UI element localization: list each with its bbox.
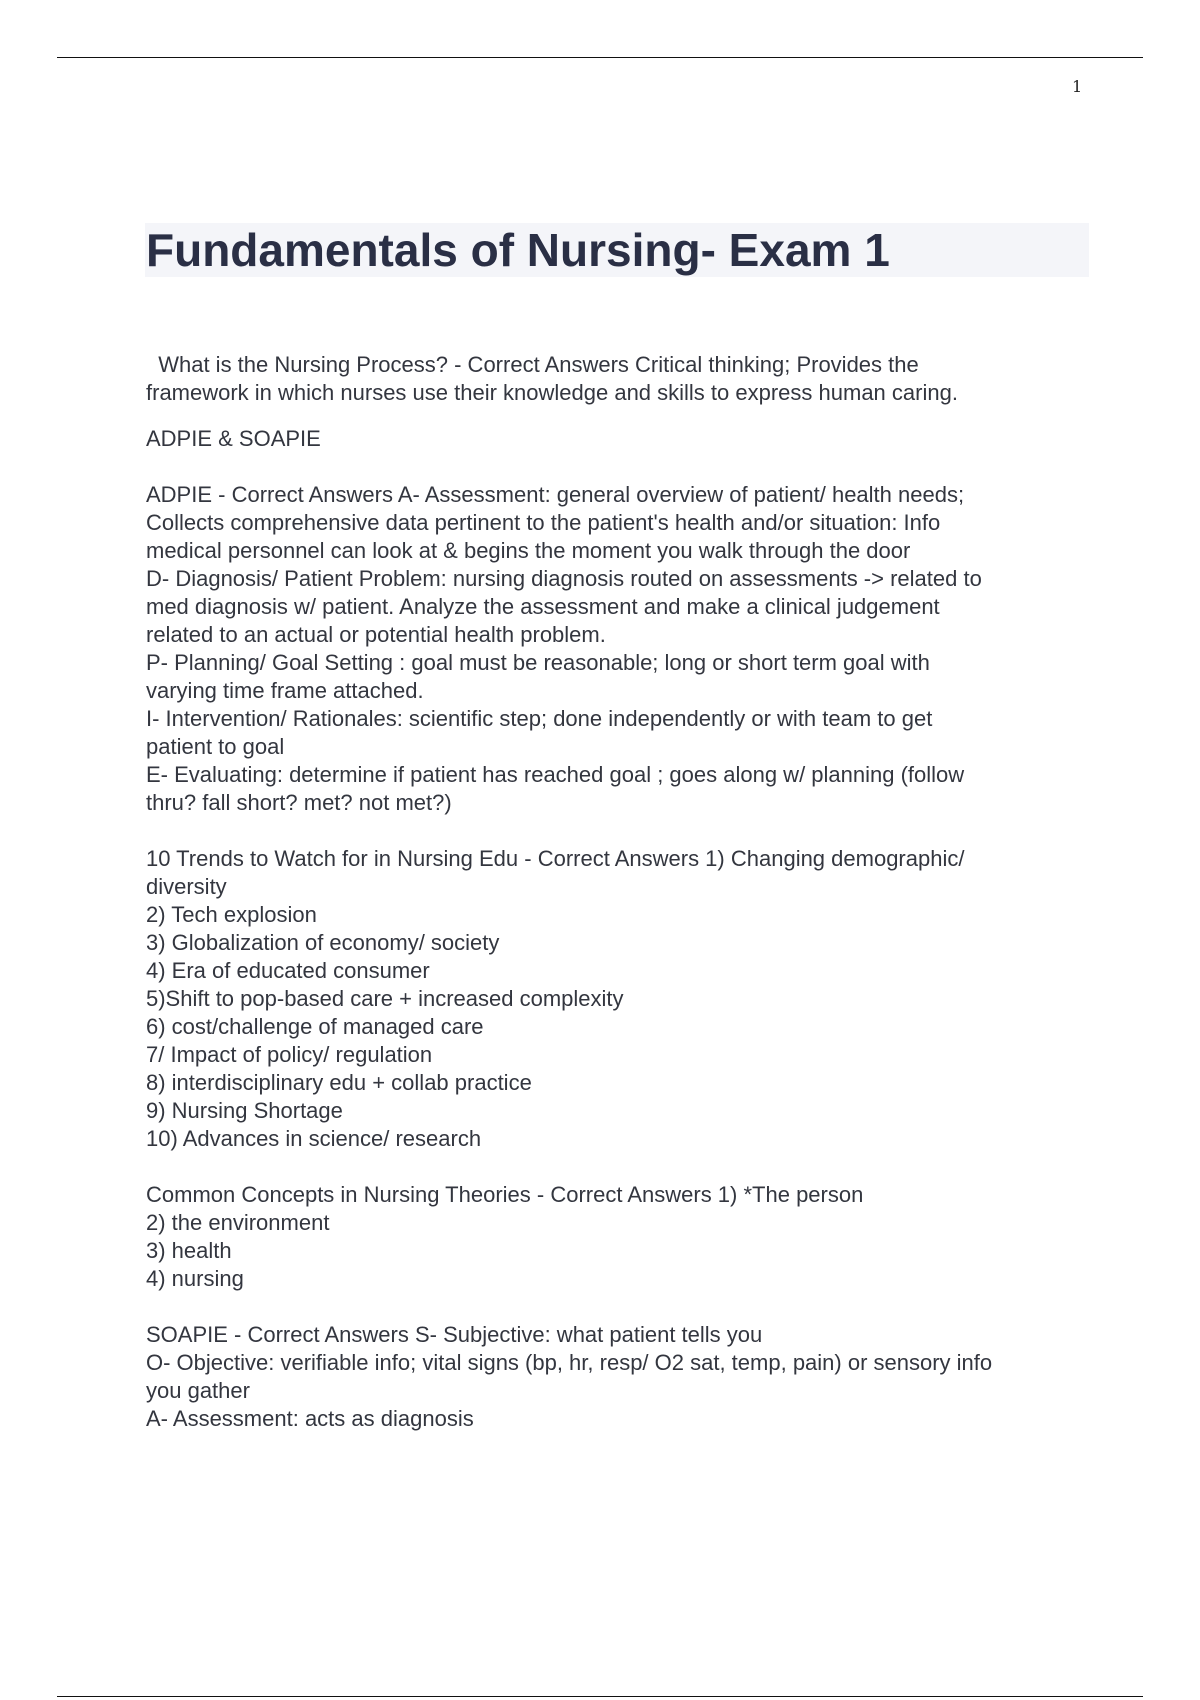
list-item: 6) cost/challenge of managed care: [146, 1014, 484, 1039]
list-item: 3) Globalization of economy/ society: [146, 930, 500, 955]
qa-adpie: [146, 481, 1106, 817]
text-line: medical personnel can look at & begins the moment you walk through the door: [146, 538, 911, 563]
text-line: P- Planning/ Goal Setting : goal must be reasonable; long or short term goal with: [146, 650, 930, 675]
qa-nursing-process: [146, 351, 1106, 407]
list-item: 4) nursing: [146, 1266, 244, 1291]
list-item: 2) Tech explosion: [146, 902, 317, 927]
header-rule: [57, 57, 1143, 58]
text-line: D- Diagnosis/ Patient Problem: nursing diagnosis routed on assessments -> related to: [146, 566, 982, 591]
text-line: I- Intervention/ Rationales: scientific step; done independently or with team to get: [146, 706, 933, 731]
text-line: O- Objective: verifiable info; vital signs (bp, hr, resp/ O2 sat, temp, pain) or sensory info: [146, 1350, 993, 1375]
page-title: Fundamentals of Nursing- Exam 1: [146, 224, 890, 276]
list-item: 5)Shift to pop-based care + increased complexity: [146, 986, 624, 1011]
qa-common-concepts: [146, 1181, 1106, 1293]
list-item: 10) Advances in science/ research: [146, 1126, 482, 1151]
text-line: Common Concepts in Nursing Theories - Correct Answers 1) *The person: [146, 1182, 864, 1207]
list-item: 3) health: [146, 1238, 232, 1263]
text-line: ADPIE - Correct Answers A- Assessment: general overview of patient/ health needs;: [146, 482, 965, 507]
text-line: What is the Nursing Process? - Correct Answers Critical thinking; Provides the: [146, 352, 919, 377]
page-number: 1: [1072, 77, 1083, 96]
text-line: ADPIE & SOAPIE: [146, 426, 321, 451]
document-body: [146, 351, 1106, 1433]
qa-soapie: [146, 1321, 1106, 1433]
text-line: E- Evaluating: determine if patient has reached goal ; goes along w/ planning (follow: [146, 762, 965, 787]
text-line: you gather: [146, 1378, 250, 1403]
section-heading-adpie-soapie: [146, 425, 1106, 453]
list-item: 8) interdisciplinary edu + collab practice: [146, 1070, 532, 1095]
text-line: Collects comprehensive data pertinent to the patient's health and/or situation: Info: [146, 510, 941, 535]
qa-nursing-edu-trends: [146, 845, 1106, 1153]
list-item: 2) the environment: [146, 1210, 330, 1235]
text-line: SOAPIE - Correct Answers S- Subjective: what patient tells you: [146, 1322, 763, 1347]
text-line: med diagnosis w/ patient. Analyze the assessment and make a clinical judgement: [146, 594, 940, 619]
footer-rule: [57, 1696, 1143, 1697]
text-line: framework in which nurses use their knowledge and skills to express human caring.: [146, 380, 958, 405]
list-item: 7/ Impact of policy/ regulation: [146, 1042, 433, 1067]
list-item: 4) Era of educated consumer: [146, 958, 430, 983]
text-line: diversity: [146, 874, 227, 899]
text-line: 10 Trends to Watch for in Nursing Edu - Correct Answers 1) Changing demographic/: [146, 846, 965, 871]
text-line: varying time frame attached.: [146, 678, 424, 703]
list-item: 9) Nursing Shortage: [146, 1098, 343, 1123]
text-line: thru? fall short? met? not met?): [146, 790, 452, 815]
text-line: related to an actual or potential health problem.: [146, 622, 606, 647]
text-line: A- Assessment: acts as diagnosis: [146, 1406, 474, 1431]
text-line: patient to goal: [146, 734, 285, 759]
